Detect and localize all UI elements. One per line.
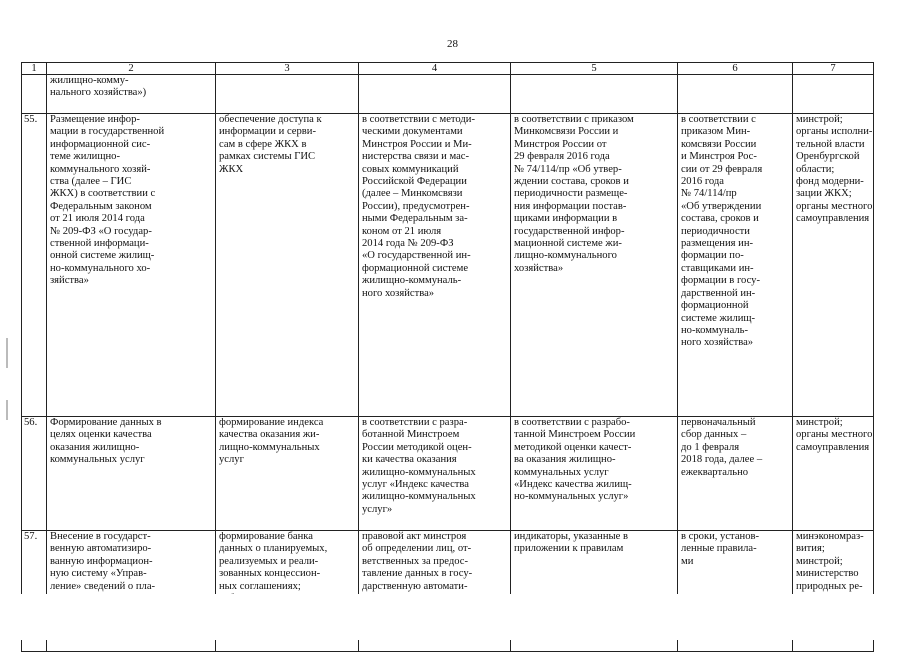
cell-text-line: зяйства» (50, 275, 89, 287)
method-cell (359, 417, 511, 531)
indicator-cell (511, 114, 678, 417)
cell-text-line: Размещение инфор- (50, 114, 140, 125)
cell-text-line: формационной (681, 300, 749, 312)
header-cell-1: 1 (22, 63, 47, 75)
cell-text-line: 2016 года (681, 176, 725, 188)
cell-text-line: ставщиками ин- (681, 262, 754, 274)
cell-text-line: данных о планируемых, (219, 543, 328, 555)
cell-text-line: размещения ин- (681, 238, 754, 250)
cell-text-line: формационной системе (362, 262, 469, 274)
cell-text-line: целях оценки качества (50, 429, 152, 441)
cell-text-line: рамках системы ГИС (219, 151, 316, 163)
continued-col4-cell (359, 75, 511, 114)
cell-text-line: мации в государственной (50, 126, 165, 138)
continued-col6-cell (678, 75, 793, 114)
cell-text-line: Оренбургской (796, 151, 860, 163)
cell-text-line: первоначальный (681, 417, 756, 428)
cell-text-line: формации в госу- (681, 275, 760, 287)
cell-text-line: правовой акт минстроя (362, 531, 467, 542)
cell-text-line: венную автоматизиро- (50, 543, 152, 555)
responsible-cell (793, 417, 874, 531)
cell-text-line: хозяйства» (514, 262, 564, 274)
header-cell-6: 6 (678, 63, 793, 75)
measure-name-cell (47, 417, 216, 531)
continued-col7-cell (793, 75, 874, 114)
goal-cell (216, 114, 359, 417)
cell-text-line: обеспечение доступа к (219, 114, 322, 125)
row-number: 55. (22, 114, 47, 417)
cell-text-line: органы местного (796, 429, 873, 441)
header-cell-5: 5 (511, 63, 678, 75)
cell-text-line: государственной инфор- (514, 225, 625, 237)
cell-text-line: жилищно-коммунальных (362, 466, 476, 478)
cell-text-line: ного хозяйства» (362, 287, 435, 299)
cell-text-line: ческими документами (362, 126, 463, 138)
cell-text-line: Минстроя России от (514, 138, 607, 150)
cell-text-line: приложении к правилам (514, 543, 624, 555)
responsible-cell (793, 114, 874, 417)
header-cell-7: 7 (793, 63, 874, 75)
cell-text-line: в соответствии с приказом (514, 114, 634, 125)
cell-text-line: приказом Мин- (681, 126, 751, 138)
cell-text-line: ванную информацион- (50, 555, 153, 567)
cell-text-line: услуг (219, 454, 244, 466)
page-number: 28 (447, 38, 458, 50)
cell-text-line: ветственных за предос- (362, 555, 469, 567)
cell-text-line: но-коммуналь- (681, 324, 749, 336)
cell-text-line: жилищно-коммунальных (362, 491, 476, 503)
cell-text-line: ных соглашениях; (219, 580, 301, 592)
cell-text-line: об определении лиц, от- (362, 543, 472, 555)
cell-text-line: самоуправления (796, 441, 870, 453)
page-bottom-margin (0, 594, 905, 640)
cell-text-line: № 209-ФЗ «О государ- (50, 225, 152, 237)
cell-text-line: органы местного (796, 200, 873, 212)
cell-text-line: мационной системе жи- (514, 238, 622, 250)
deadline-cell (678, 114, 793, 417)
cell-text-line: № 74/114/пр «Об утвер- (514, 163, 622, 175)
cell-text-line: сии от 29 февраля (681, 163, 763, 175)
cell-text-line: России), предусмотрен- (362, 200, 470, 212)
cell-text-line: тавление данных в госу- (362, 568, 473, 580)
cell-text-line: индикаторы, указанные в (514, 531, 628, 542)
cell-text-line: минстрой; (796, 555, 843, 567)
continued-col3-cell (216, 75, 359, 114)
cell-text-line: России методикой оцен- (362, 441, 472, 453)
cell-text-line: онной системе жилищ- (50, 250, 155, 262)
cell-text-line: оказания жилищно- (50, 441, 140, 453)
method-cell (359, 114, 511, 417)
cell-text-line: ми (681, 555, 694, 567)
cell-text-line: и Минстроя Рос- (681, 151, 757, 163)
cell-text-line: нального хозяйства») (50, 87, 147, 99)
cell-text-line: Минкомсвязи России и (514, 126, 619, 138)
cell-text-line: дарственную автомати- (362, 580, 468, 592)
cell-text-line: 29 февраля 2016 года (514, 151, 610, 163)
cell-text-line: ственной информаци- (50, 238, 149, 250)
cell-text-line: услуг «Индекс качества (362, 479, 469, 491)
header-cell-2: 2 (47, 63, 216, 75)
cell-text-line: формирование банка (219, 531, 313, 542)
cell-text-line: Внесение в государст- (50, 531, 151, 542)
cell-text-line: министерство (796, 568, 859, 580)
cell-text-line: ными Федеральным за- (362, 213, 468, 225)
indicator-cell (511, 417, 678, 531)
cell-text-line: системе жилищ- (681, 312, 756, 324)
cell-text-line: формирование индекса (219, 417, 324, 428)
cell-text-line: в соответствии с (681, 114, 756, 125)
cell-text-line: коммунального хозяй- (50, 163, 151, 175)
scan-edge-mark (6, 338, 8, 368)
cell-text-line: в соответствии с разрабо- (514, 417, 630, 428)
cell-text-line: ление» сведений о пла- (50, 580, 156, 592)
continued-col2-cell (47, 75, 216, 114)
cell-text-line: сам в сфере ЖКХ в (219, 138, 307, 150)
cell-text-line: ного хозяйства» (681, 337, 754, 349)
cell-text-line: ЖКХ (219, 163, 244, 175)
table-row (22, 114, 874, 417)
cell-text-line: ния информации постав- (514, 200, 627, 212)
goal-cell (216, 417, 359, 531)
cell-text-line: «О государственной ин- (362, 250, 471, 262)
cell-text-line: информации и серви- (219, 126, 316, 138)
cell-text-line: Минстроя России и Ми- (362, 138, 472, 150)
measures-table (21, 62, 874, 652)
cell-text-line: жилищно-комму- (50, 75, 129, 86)
cell-text-line: минстрой; (796, 114, 843, 125)
cell-text-line: состава, сроков и (681, 213, 759, 225)
cell-text-line: в сроки, установ- (681, 531, 760, 542)
cell-text-line: № 74/114/пр (681, 188, 737, 200)
continued-col5-cell (511, 75, 678, 114)
cell-text-line: (далее – Минкомсвязи (362, 188, 463, 200)
cell-text-line: коммунальных услуг (50, 454, 145, 466)
cell-text-line: качества оказания жи- (219, 429, 320, 441)
cell-text-line: ства (далее – ГИС (50, 176, 132, 188)
cell-text-line: периодичности размеще- (514, 188, 628, 200)
cell-text-line: танной Минстроем России (514, 429, 636, 441)
cell-text-line: ЖКХ) в соответствии с (50, 188, 156, 200)
cell-text-line: нистерства связи и мас- (362, 151, 470, 163)
row-number: 56. (22, 417, 47, 531)
cell-text-line: но-коммунального хо- (50, 262, 151, 274)
cell-text-line: щиками информации в (514, 213, 618, 225)
cell-text-line: от 21 июля 2014 года (50, 213, 145, 225)
cell-text-line: ленные правила- (681, 543, 757, 555)
cell-text-line: зации ЖКХ; (796, 188, 852, 200)
cell-text-line: природных ре- (796, 580, 863, 592)
cell-text-line: 2014 года № 209-ФЗ (362, 238, 454, 250)
cell-text-line: методикой оценки качест- (514, 441, 632, 453)
cell-text-line: «Об утверждении (681, 200, 762, 212)
cell-text-line: теме жилищно- (50, 151, 120, 163)
header-cell-3: 3 (216, 63, 359, 75)
cell-text-line: реализуемых и реали- (219, 555, 319, 567)
cell-text-line: в соответствии с разра- (362, 417, 468, 428)
cell-text-line: ждении состава, сроков и (514, 176, 629, 188)
cell-text-line: вития; (796, 543, 825, 555)
cell-text-line: Формирование данных в (50, 417, 162, 428)
cell-text-line: минэкономраз- (796, 531, 864, 542)
cell-text-line: 2018 года, далее – (681, 454, 763, 466)
table-row (22, 417, 874, 531)
cell-text-line: ки качества оказания (362, 454, 457, 466)
continued-row (22, 75, 874, 114)
cell-text-line: тельной власти (796, 138, 865, 150)
cell-text-line: жилищно-коммуналь- (362, 275, 462, 287)
cell-text-line: ва оказания жилищно- (514, 454, 616, 466)
cell-text-line: услуг» (362, 503, 393, 515)
deadline-cell (678, 417, 793, 531)
cell-text-line: ежеквартально (681, 466, 749, 478)
cell-text-line: коном от 21 июля (362, 225, 442, 237)
cell-text-line: комсвязи России (681, 138, 757, 150)
scan-edge-mark (6, 400, 8, 420)
cell-text-line: области; (796, 163, 835, 175)
cell-text-line: коммунальных услуг (514, 466, 609, 478)
measure-name-cell (47, 114, 216, 417)
cell-text-line: дарственной ин- (681, 287, 756, 299)
cell-text-line: минстрой; (796, 417, 843, 428)
cell-text-line: совых коммуникаций (362, 163, 459, 175)
cell-text-line: формации по- (681, 250, 744, 262)
cell-text-line: фонд модерни- (796, 176, 864, 188)
header-row (22, 63, 874, 75)
cell-text-line: «Индекс качества жилищ- (514, 479, 632, 491)
cell-text-line: ную систему «Управ- (50, 568, 147, 580)
cell-text-line: самоуправления (796, 213, 870, 225)
continued-num-cell (22, 75, 47, 114)
cell-text-line: лищно-коммунального (514, 250, 617, 262)
cell-text-line: до 1 февраля (681, 441, 740, 453)
cell-text-line: органы исполни- (796, 126, 873, 138)
cell-text-line: сбор данных – (681, 429, 747, 441)
cell-text-line: зованных концессион- (219, 568, 321, 580)
cell-text-line: в соответствии с методи- (362, 114, 475, 125)
cell-text-line: Российской Федерации (362, 176, 467, 188)
cell-text-line: ботанной Минстроем (362, 429, 460, 441)
cell-text-line: информационной сис- (50, 138, 151, 150)
cell-text-line: периодичности (681, 225, 750, 237)
header-cell-4: 4 (359, 63, 511, 75)
cell-text-line: но-коммунальных услуг» (514, 491, 629, 503)
row-number: 57. (22, 531, 47, 652)
cell-text-line: лищно-коммунальных (219, 441, 320, 453)
cell-text-line: Федеральным законом (50, 200, 152, 212)
